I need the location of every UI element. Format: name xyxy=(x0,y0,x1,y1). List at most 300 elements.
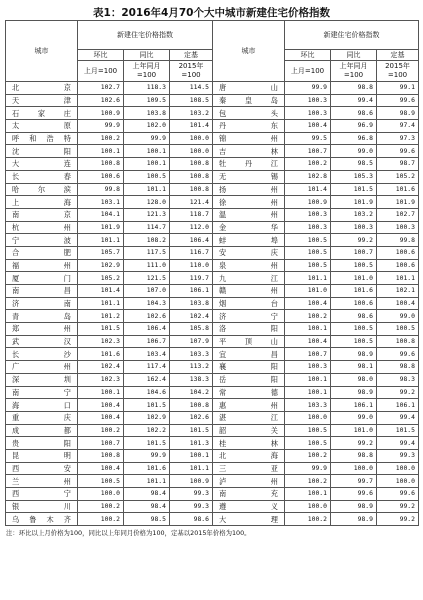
left-yoy-cell: 101.6 xyxy=(124,462,170,475)
right-yoy-cell: 100.0 xyxy=(331,462,377,475)
left-yoy-cell: 121.5 xyxy=(124,272,170,285)
left-yoy-cell: 100.1 xyxy=(124,145,170,158)
left-fixed-cell: 138.3 xyxy=(170,373,213,386)
right-mom-cell: 100.3 xyxy=(285,94,331,107)
right-mom-cell: 100.7 xyxy=(285,145,331,158)
mom-header-left: 环比 xyxy=(78,50,124,61)
right-yoy-cell: 98.5 xyxy=(331,158,377,171)
left-city-cell: 杭州 xyxy=(6,221,78,234)
right-fixed-cell: 99.2 xyxy=(377,386,419,399)
left-city-cell: 呼和浩特 xyxy=(6,132,78,145)
right-fixed-cell: 99.4 xyxy=(377,411,419,424)
right-city-cell: 蚌埠 xyxy=(213,234,285,247)
right-city-cell: 锦州 xyxy=(213,132,285,145)
fixed-header-left: 定基 xyxy=(170,50,213,61)
yoy-header-right: 同比 xyxy=(331,50,377,61)
left-mom-cell: 105.7 xyxy=(78,246,124,259)
right-mom-cell: 102.8 xyxy=(285,170,331,183)
left-mom-cell: 100.2 xyxy=(78,500,124,513)
right-mom-cell: 100.1 xyxy=(285,488,331,501)
left-city-cell: 广州 xyxy=(6,361,78,374)
left-yoy-cell: 101.5 xyxy=(124,399,170,412)
left-mom-cell: 101.9 xyxy=(78,221,124,234)
left-city-cell: 成都 xyxy=(6,424,78,437)
right-fixed-cell: 101.1 xyxy=(377,272,419,285)
left-fixed-cell: 118.7 xyxy=(170,208,213,221)
left-city-cell: 北京 xyxy=(6,82,78,95)
right-yoy-cell: 98.8 xyxy=(331,82,377,95)
right-fixed-cell: 99.3 xyxy=(377,449,419,462)
left-mom-cell: 100.8 xyxy=(78,158,124,171)
right-fixed-cell: 98.7 xyxy=(377,158,419,171)
left-city-cell: 乌鲁木齐 xyxy=(6,513,78,526)
right-city-cell: 桂林 xyxy=(213,437,285,450)
left-fixed-cell: 100.0 xyxy=(170,145,213,158)
group-header-right: 新建住宅价格指数 xyxy=(285,21,419,50)
table-row xyxy=(6,424,419,437)
right-yoy-cell: 98.6 xyxy=(331,310,377,323)
left-mom-cell: 102.9 xyxy=(78,259,124,272)
left-yoy-cell: 100.5 xyxy=(124,170,170,183)
left-yoy-cell: 100.1 xyxy=(124,158,170,171)
right-yoy-cell: 100.5 xyxy=(331,323,377,336)
right-city-cell: 徐州 xyxy=(213,196,285,209)
left-fixed-cell: 114.5 xyxy=(170,82,213,95)
right-fixed-cell: 98.8 xyxy=(377,361,419,374)
table-row xyxy=(6,513,419,526)
right-city-cell: 烟台 xyxy=(213,297,285,310)
right-fixed-cell: 100.0 xyxy=(377,475,419,488)
left-city-cell: 天津 xyxy=(6,94,78,107)
left-yoy-cell: 98.4 xyxy=(124,488,170,501)
right-fixed-cell: 99.4 xyxy=(377,437,419,450)
left-mom-cell: 99.8 xyxy=(78,183,124,196)
right-mom-cell: 100.1 xyxy=(285,323,331,336)
left-mom-cell: 100.0 xyxy=(78,488,124,501)
right-city-cell: 韶关 xyxy=(213,424,285,437)
table-row xyxy=(6,437,419,450)
left-city-cell: 哈尔滨 xyxy=(6,183,78,196)
left-mom-cell: 100.1 xyxy=(78,145,124,158)
right-city-cell: 岳阳 xyxy=(213,373,285,386)
price-index-table xyxy=(5,20,419,526)
left-yoy-cell: 104.3 xyxy=(124,297,170,310)
left-mom-cell: 100.8 xyxy=(78,449,124,462)
right-city-cell: 安庆 xyxy=(213,246,285,259)
left-yoy-cell: 101.1 xyxy=(124,183,170,196)
right-yoy-cell: 103.2 xyxy=(331,208,377,221)
right-fixed-cell: 100.6 xyxy=(377,246,419,259)
left-fixed-cell: 106.4 xyxy=(170,234,213,247)
right-yoy-cell: 101.9 xyxy=(331,196,377,209)
right-mom-cell: 101.1 xyxy=(285,272,331,285)
fixed-base-right: 2015年=100 xyxy=(377,61,419,82)
right-city-cell: 金华 xyxy=(213,221,285,234)
right-city-cell: 南充 xyxy=(213,488,285,501)
right-city-cell: 济宁 xyxy=(213,310,285,323)
right-city-cell: 温州 xyxy=(213,208,285,221)
left-city-cell: 宁波 xyxy=(6,234,78,247)
yoy-header-left: 同比 xyxy=(124,50,170,61)
left-city-cell: 武汉 xyxy=(6,335,78,348)
table-row xyxy=(6,310,419,323)
left-mom-cell: 100.4 xyxy=(78,462,124,475)
left-yoy-cell: 101.1 xyxy=(124,475,170,488)
right-fixed-cell: 99.1 xyxy=(377,82,419,95)
right-yoy-cell: 106.1 xyxy=(331,399,377,412)
right-city-cell: 唐山 xyxy=(213,82,285,95)
left-fixed-cell: 112.0 xyxy=(170,221,213,234)
left-fixed-cell: 121.4 xyxy=(170,196,213,209)
right-yoy-cell: 98.6 xyxy=(331,107,377,120)
right-city-cell: 牡丹江 xyxy=(213,158,285,171)
left-fixed-cell: 103.2 xyxy=(170,107,213,120)
left-fixed-cell: 100.8 xyxy=(170,158,213,171)
left-city-cell: 合肥 xyxy=(6,246,78,259)
left-fixed-cell: 99.3 xyxy=(170,488,213,501)
right-city-cell: 包头 xyxy=(213,107,285,120)
left-fixed-cell: 116.7 xyxy=(170,246,213,259)
right-yoy-cell: 99.2 xyxy=(331,437,377,450)
right-fixed-cell: 101.5 xyxy=(377,424,419,437)
table-row xyxy=(6,323,419,336)
city-header-right: 城市 xyxy=(213,21,285,82)
right-mom-cell: 100.1 xyxy=(285,386,331,399)
right-yoy-cell: 99.6 xyxy=(331,488,377,501)
table-row xyxy=(6,82,419,95)
left-city-cell: 上海 xyxy=(6,196,78,209)
right-city-cell: 扬州 xyxy=(213,183,285,196)
table-row xyxy=(6,120,419,133)
right-mom-cell: 100.0 xyxy=(285,500,331,513)
right-mom-cell: 100.4 xyxy=(285,297,331,310)
left-city-cell: 济南 xyxy=(6,297,78,310)
right-mom-cell: 101.0 xyxy=(285,285,331,298)
right-mom-cell: 100.7 xyxy=(285,348,331,361)
right-city-cell: 湛江 xyxy=(213,411,285,424)
table-row xyxy=(6,221,419,234)
yoy-base-left: 上年同月=100 xyxy=(124,61,170,82)
right-fixed-cell: 100.3 xyxy=(377,221,419,234)
table-row xyxy=(6,411,419,424)
left-city-cell: 青岛 xyxy=(6,310,78,323)
right-city-cell: 赣州 xyxy=(213,285,285,298)
right-fixed-cell: 100.5 xyxy=(377,323,419,336)
left-mom-cell: 100.7 xyxy=(78,437,124,450)
left-city-cell: 西安 xyxy=(6,462,78,475)
table-row xyxy=(6,145,419,158)
table-row xyxy=(6,361,419,374)
right-mom-cell: 103.3 xyxy=(285,399,331,412)
right-fixed-cell: 100.6 xyxy=(377,259,419,272)
right-mom-cell: 100.4 xyxy=(285,120,331,133)
right-yoy-cell: 98.0 xyxy=(331,373,377,386)
right-city-cell: 三亚 xyxy=(213,462,285,475)
left-fixed-cell: 100.8 xyxy=(170,170,213,183)
left-fixed-cell: 104.2 xyxy=(170,386,213,399)
right-yoy-cell: 99.4 xyxy=(331,94,377,107)
left-yoy-cell: 102.9 xyxy=(124,411,170,424)
table-row xyxy=(6,246,419,259)
left-yoy-cell: 117.5 xyxy=(124,246,170,259)
left-mom-cell: 101.5 xyxy=(78,323,124,336)
left-city-cell: 海口 xyxy=(6,399,78,412)
fixed-base-left: 2015年=100 xyxy=(170,61,213,82)
right-city-cell: 大理 xyxy=(213,513,285,526)
right-fixed-cell: 102.1 xyxy=(377,285,419,298)
left-yoy-cell: 102.2 xyxy=(124,424,170,437)
right-mom-cell: 100.0 xyxy=(285,411,331,424)
right-city-cell: 遵义 xyxy=(213,500,285,513)
city-header-left: 城市 xyxy=(6,21,78,82)
fixed-header-right: 定基 xyxy=(377,50,419,61)
left-mom-cell: 103.1 xyxy=(78,196,124,209)
right-city-cell: 吉林 xyxy=(213,145,285,158)
table-row xyxy=(6,373,419,386)
left-city-cell: 长沙 xyxy=(6,348,78,361)
left-mom-cell: 100.4 xyxy=(78,411,124,424)
left-fixed-cell: 101.5 xyxy=(170,424,213,437)
table-row xyxy=(6,132,419,145)
left-yoy-cell: 108.2 xyxy=(124,234,170,247)
left-yoy-cell: 107.0 xyxy=(124,285,170,298)
right-yoy-cell: 99.7 xyxy=(331,475,377,488)
left-city-cell: 昆明 xyxy=(6,449,78,462)
left-fixed-cell: 100.8 xyxy=(170,399,213,412)
right-mom-cell: 100.3 xyxy=(285,221,331,234)
left-city-cell: 太原 xyxy=(6,120,78,133)
left-mom-cell: 102.3 xyxy=(78,335,124,348)
right-city-cell: 洛阳 xyxy=(213,323,285,336)
left-mom-cell: 100.5 xyxy=(78,475,124,488)
left-mom-cell: 102.4 xyxy=(78,361,124,374)
table-row xyxy=(6,399,419,412)
right-yoy-cell: 100.6 xyxy=(331,297,377,310)
footnote: 注：环比以上月价格为100，同比以上年同月价格为100，定基以2015年价格为100。 xyxy=(6,529,251,538)
left-yoy-cell: 106.4 xyxy=(124,323,170,336)
left-city-cell: 深圳 xyxy=(6,373,78,386)
right-mom-cell: 100.5 xyxy=(285,234,331,247)
left-yoy-cell: 118.3 xyxy=(124,82,170,95)
left-fixed-cell: 100.9 xyxy=(170,475,213,488)
table-row xyxy=(6,285,419,298)
left-mom-cell: 100.2 xyxy=(78,132,124,145)
right-yoy-cell: 99.0 xyxy=(331,145,377,158)
left-yoy-cell: 162.4 xyxy=(124,373,170,386)
left-city-cell: 福州 xyxy=(6,259,78,272)
right-fixed-cell: 99.8 xyxy=(377,234,419,247)
right-mom-cell: 100.2 xyxy=(285,475,331,488)
left-city-cell: 南昌 xyxy=(6,285,78,298)
right-fixed-cell: 97.4 xyxy=(377,120,419,133)
right-yoy-cell: 101.6 xyxy=(331,285,377,298)
table-row xyxy=(6,208,419,221)
table-row xyxy=(6,272,419,285)
left-city-cell: 西宁 xyxy=(6,488,78,501)
right-city-cell: 北海 xyxy=(213,449,285,462)
right-city-cell: 襄阳 xyxy=(213,361,285,374)
left-fixed-cell: 105.8 xyxy=(170,323,213,336)
right-fixed-cell: 98.3 xyxy=(377,373,419,386)
left-city-cell: 石家庄 xyxy=(6,107,78,120)
right-mom-cell: 99.9 xyxy=(285,462,331,475)
left-yoy-cell: 114.7 xyxy=(124,221,170,234)
right-fixed-cell: 99.0 xyxy=(377,310,419,323)
right-mom-cell: 99.5 xyxy=(285,132,331,145)
left-city-cell: 长春 xyxy=(6,170,78,183)
left-yoy-cell: 103.4 xyxy=(124,348,170,361)
right-mom-cell: 100.3 xyxy=(285,107,331,120)
header-row-1 xyxy=(6,21,419,50)
left-yoy-cell: 109.5 xyxy=(124,94,170,107)
left-fixed-cell: 98.6 xyxy=(170,513,213,526)
left-fixed-cell: 102.4 xyxy=(170,310,213,323)
left-yoy-cell: 117.4 xyxy=(124,361,170,374)
table-row xyxy=(6,158,419,171)
left-mom-cell: 100.2 xyxy=(78,513,124,526)
left-fixed-cell: 103.3 xyxy=(170,348,213,361)
left-city-cell: 郑州 xyxy=(6,323,78,336)
right-fixed-cell: 99.6 xyxy=(377,348,419,361)
right-yoy-cell: 96.9 xyxy=(331,120,377,133)
left-city-cell: 沈阳 xyxy=(6,145,78,158)
table-row xyxy=(6,348,419,361)
left-mom-cell: 101.1 xyxy=(78,234,124,247)
left-mom-cell: 101.4 xyxy=(78,285,124,298)
right-fixed-cell: 99.6 xyxy=(377,488,419,501)
right-fixed-cell: 100.4 xyxy=(377,297,419,310)
right-city-cell: 宜昌 xyxy=(213,348,285,361)
right-fixed-cell: 99.6 xyxy=(377,145,419,158)
left-yoy-cell: 104.6 xyxy=(124,386,170,399)
right-city-cell: 泉州 xyxy=(213,259,285,272)
right-city-cell: 九江 xyxy=(213,272,285,285)
left-fixed-cell: 103.8 xyxy=(170,297,213,310)
right-mom-cell: 100.5 xyxy=(285,246,331,259)
right-fixed-cell: 105.2 xyxy=(377,170,419,183)
mom-base-right: 上月=100 xyxy=(285,61,331,82)
right-mom-cell: 100.2 xyxy=(285,513,331,526)
left-fixed-cell: 106.1 xyxy=(170,285,213,298)
left-city-cell: 南宁 xyxy=(6,386,78,399)
left-yoy-cell: 99.9 xyxy=(124,449,170,462)
right-mom-cell: 100.3 xyxy=(285,208,331,221)
right-mom-cell: 100.3 xyxy=(285,361,331,374)
left-fixed-cell: 100.8 xyxy=(170,183,213,196)
right-yoy-cell: 99.2 xyxy=(331,234,377,247)
right-fixed-cell: 102.7 xyxy=(377,208,419,221)
right-yoy-cell: 96.8 xyxy=(331,132,377,145)
right-yoy-cell: 100.7 xyxy=(331,246,377,259)
right-yoy-cell: 98.9 xyxy=(331,500,377,513)
right-fixed-cell: 101.6 xyxy=(377,183,419,196)
left-mom-cell: 101.2 xyxy=(78,310,124,323)
right-fixed-cell: 101.9 xyxy=(377,196,419,209)
right-mom-cell: 100.5 xyxy=(285,424,331,437)
table-row xyxy=(6,170,419,183)
left-mom-cell: 101.6 xyxy=(78,348,124,361)
right-yoy-cell: 98.9 xyxy=(331,348,377,361)
left-fixed-cell: 101.4 xyxy=(170,120,213,133)
right-yoy-cell: 101.5 xyxy=(331,183,377,196)
right-mom-cell: 100.5 xyxy=(285,259,331,272)
right-mom-cell: 100.5 xyxy=(285,437,331,450)
left-city-cell: 银川 xyxy=(6,500,78,513)
left-mom-cell: 100.9 xyxy=(78,107,124,120)
left-city-cell: 厦门 xyxy=(6,272,78,285)
table-row xyxy=(6,234,419,247)
right-city-cell: 平顶山 xyxy=(213,335,285,348)
right-fixed-cell: 98.9 xyxy=(377,107,419,120)
left-yoy-cell: 98.5 xyxy=(124,513,170,526)
left-yoy-cell: 99.9 xyxy=(124,132,170,145)
left-fixed-cell: 108.5 xyxy=(170,94,213,107)
right-yoy-cell: 98.9 xyxy=(331,386,377,399)
left-yoy-cell: 106.7 xyxy=(124,335,170,348)
yoy-base-right: 上年同月=100 xyxy=(331,61,377,82)
left-yoy-cell: 121.3 xyxy=(124,208,170,221)
table-row xyxy=(6,386,419,399)
left-mom-cell: 101.1 xyxy=(78,297,124,310)
left-mom-cell: 99.9 xyxy=(78,120,124,133)
right-fixed-cell: 99.2 xyxy=(377,513,419,526)
left-mom-cell: 102.3 xyxy=(78,373,124,386)
left-city-cell: 大连 xyxy=(6,158,78,171)
right-yoy-cell: 98.9 xyxy=(331,513,377,526)
right-fixed-cell: 97.3 xyxy=(377,132,419,145)
left-fixed-cell: 100.0 xyxy=(170,132,213,145)
left-fixed-cell: 107.9 xyxy=(170,335,213,348)
left-mom-cell: 102.7 xyxy=(78,82,124,95)
table-row xyxy=(6,449,419,462)
table-row xyxy=(6,475,419,488)
left-yoy-cell: 111.0 xyxy=(124,259,170,272)
left-mom-cell: 105.2 xyxy=(78,272,124,285)
left-city-cell: 兰州 xyxy=(6,475,78,488)
left-mom-cell: 100.6 xyxy=(78,170,124,183)
left-yoy-cell: 103.8 xyxy=(124,107,170,120)
left-yoy-cell: 128.0 xyxy=(124,196,170,209)
table-row xyxy=(6,462,419,475)
right-yoy-cell: 99.0 xyxy=(331,411,377,424)
right-city-cell: 常德 xyxy=(213,386,285,399)
right-city-cell: 惠州 xyxy=(213,399,285,412)
table-row xyxy=(6,94,419,107)
left-city-cell: 贵阳 xyxy=(6,437,78,450)
table-row xyxy=(6,196,419,209)
right-yoy-cell: 100.3 xyxy=(331,221,377,234)
left-yoy-cell: 98.4 xyxy=(124,500,170,513)
right-yoy-cell: 100.5 xyxy=(331,259,377,272)
right-mom-cell: 100.1 xyxy=(285,373,331,386)
left-mom-cell: 100.4 xyxy=(78,399,124,412)
left-fixed-cell: 113.2 xyxy=(170,361,213,374)
right-yoy-cell: 101.0 xyxy=(331,424,377,437)
left-mom-cell: 104.1 xyxy=(78,208,124,221)
left-mom-cell: 102.6 xyxy=(78,94,124,107)
right-mom-cell: 100.9 xyxy=(285,196,331,209)
left-mom-cell: 100.1 xyxy=(78,386,124,399)
left-city-cell: 南京 xyxy=(6,208,78,221)
right-city-cell: 泸州 xyxy=(213,475,285,488)
table-title: 表1：2016年4月70个大中城市新建住宅价格指数 xyxy=(93,7,330,19)
table-row xyxy=(6,183,419,196)
mom-base-left: 上月=100 xyxy=(78,61,124,82)
right-fixed-cell: 100.0 xyxy=(377,462,419,475)
left-yoy-cell: 102.6 xyxy=(124,310,170,323)
right-mom-cell: 100.2 xyxy=(285,158,331,171)
right-yoy-cell: 98.1 xyxy=(331,361,377,374)
